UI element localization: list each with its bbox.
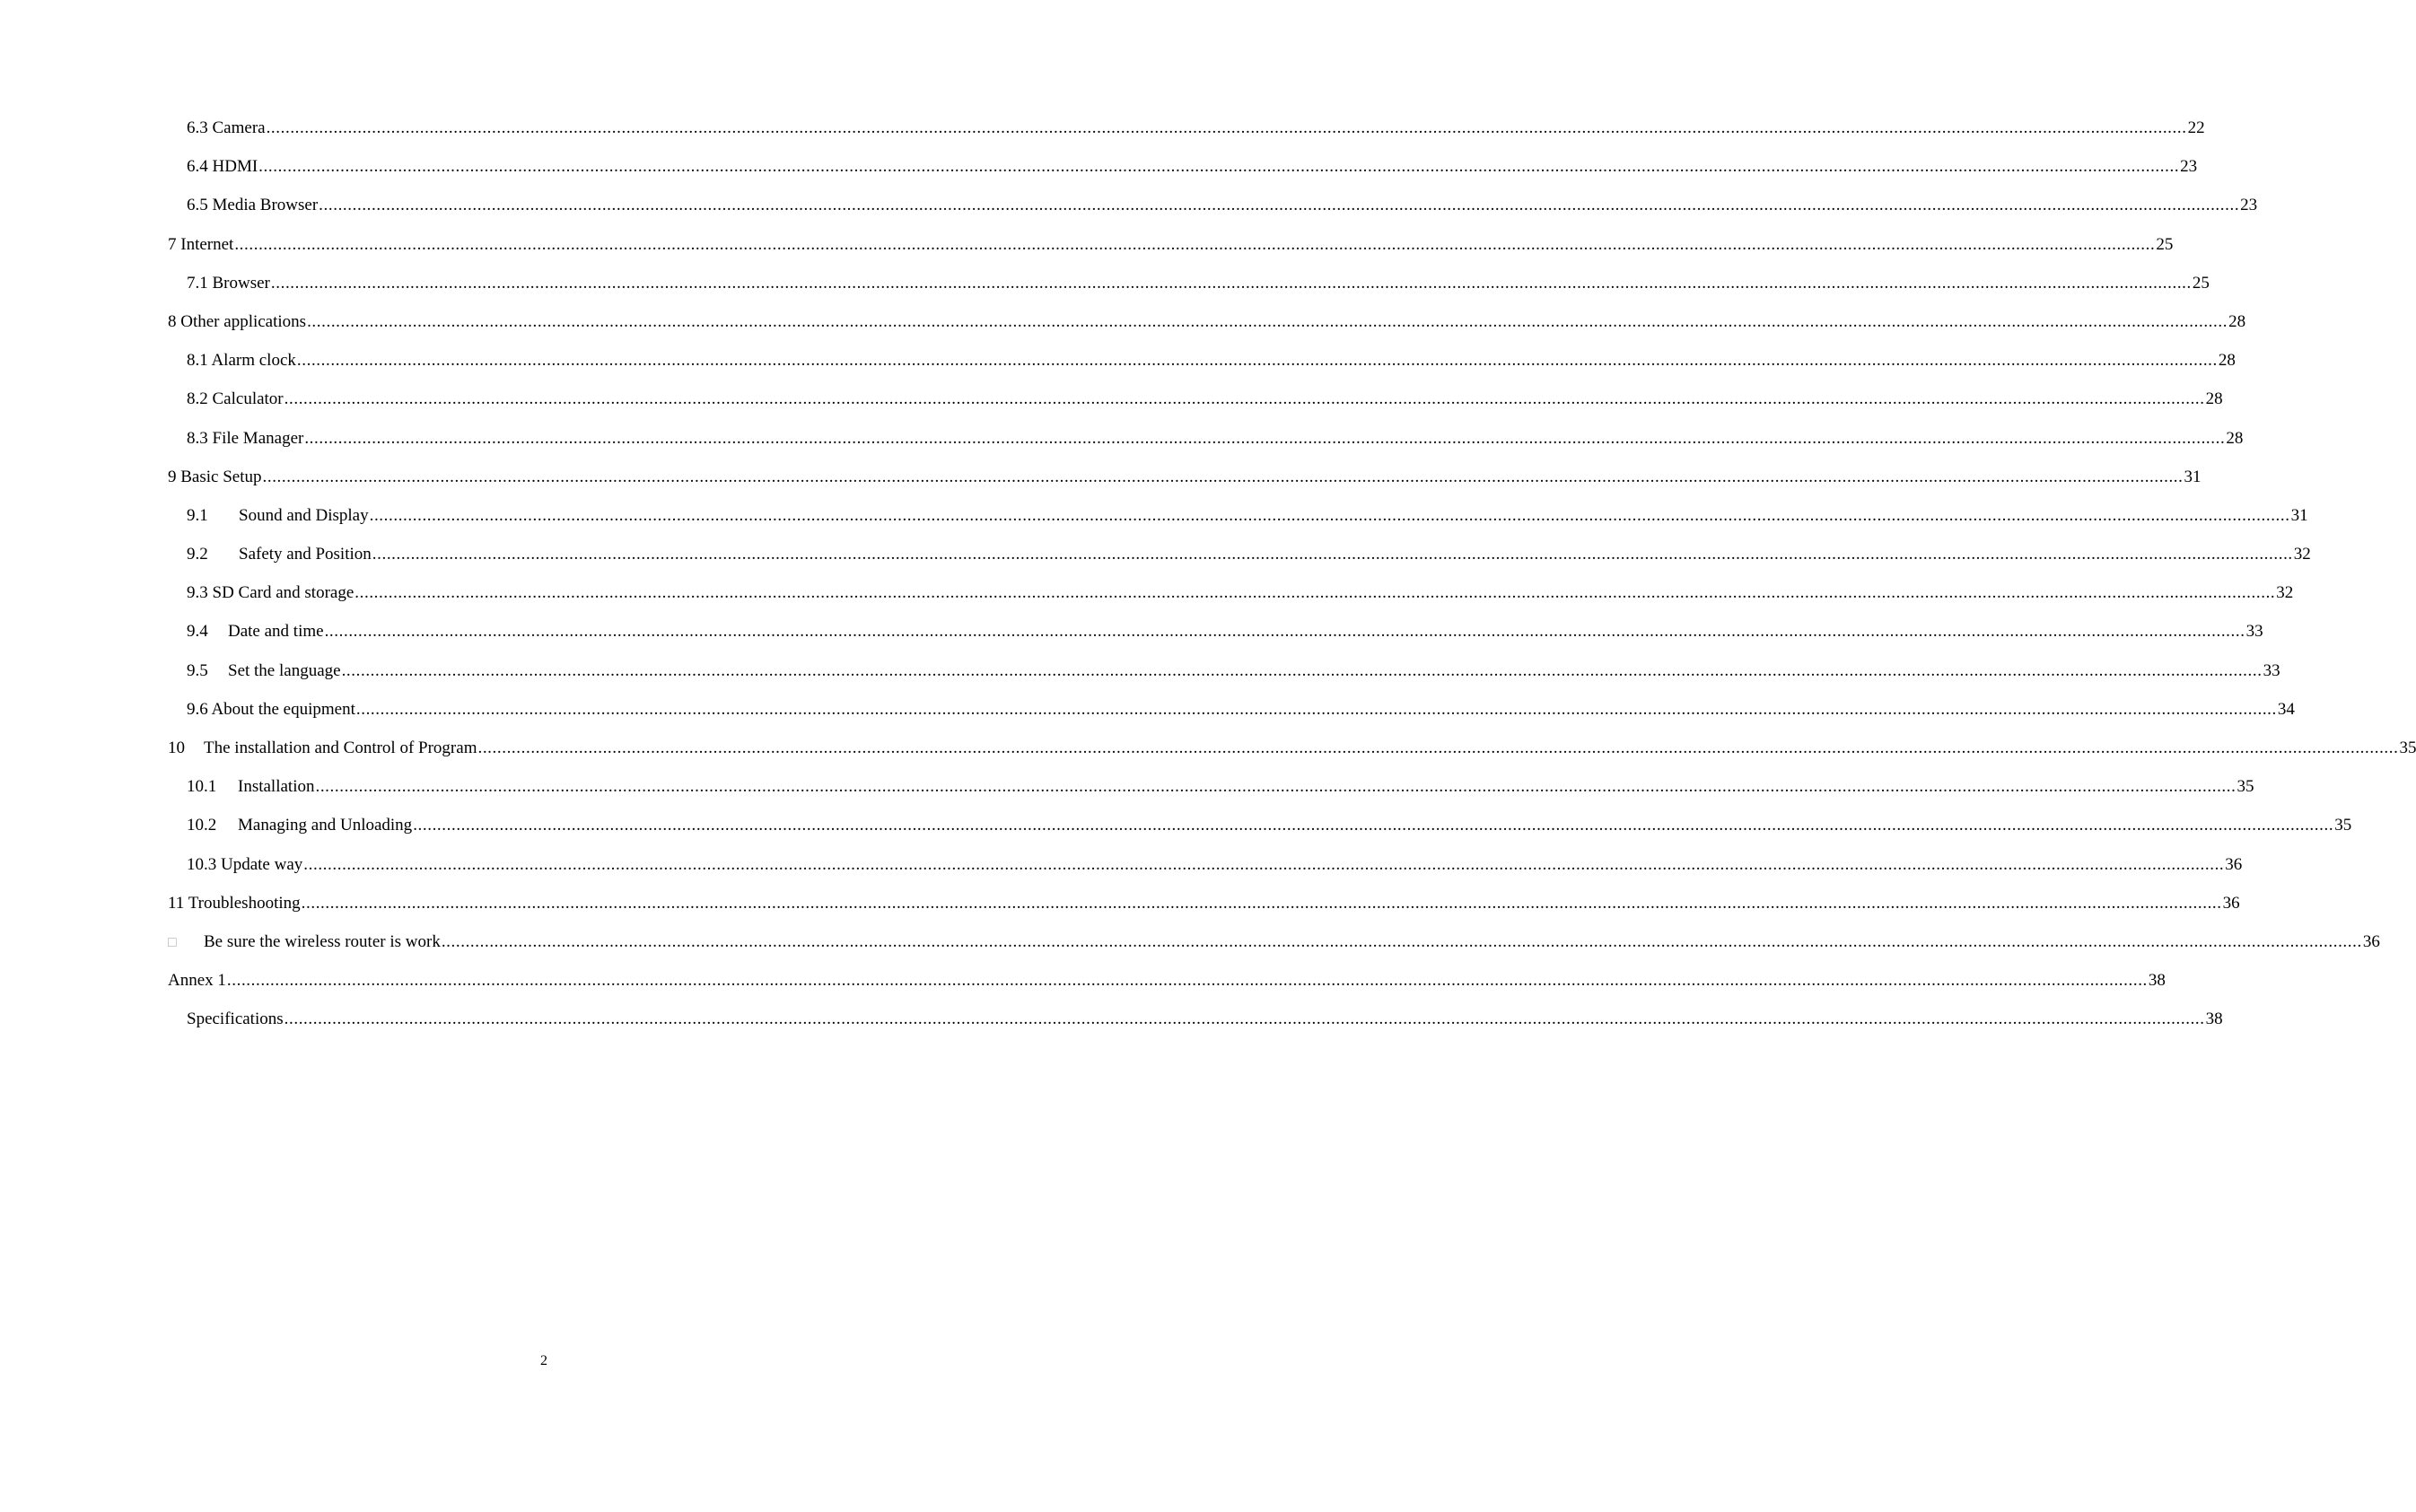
toc-entry-label: Date and time — [228, 622, 324, 642]
toc-dot-leader: ................................................................................................................................................................................................................................................................................................................................................................................................................ — [301, 893, 2222, 913]
toc-entry-line — [187, 583, 2294, 603]
toc-dot-leader: ................................................................................................................................................................................................................................................................................................................................................................................................................ — [441, 931, 2362, 951]
toc-entry-line — [187, 351, 2236, 371]
toc-entry-line — [187, 273, 2210, 293]
toc-entry-page: 23 — [2240, 196, 2258, 215]
toc-entry-page: 38 — [2148, 971, 2166, 991]
toc-entry-page: 28 — [2226, 428, 2244, 448]
toc-entry[interactable] — [0, 467, 2202, 506]
toc-entry[interactable] — [0, 583, 2294, 622]
toc-entry-line — [187, 1009, 2223, 1029]
toc-entry-page: 25 — [2156, 234, 2174, 254]
toc-entry-label: Specifications — [187, 1009, 284, 1029]
toc-entry-label: 8.1 Alarm clock — [187, 351, 296, 371]
toc-entry-label: 9.6 About the equipment — [187, 699, 355, 719]
toc-entry[interactable] — [0, 1009, 2223, 1048]
toc-entry[interactable] — [0, 234, 2174, 274]
toc-entry[interactable] — [0, 428, 2244, 468]
toc-entry[interactable] — [0, 893, 2240, 932]
toc-entry-label: 11 Troubleshooting — [168, 893, 301, 913]
toc-entry-label: 9 Basic Setup — [168, 467, 262, 486]
toc-entry-page: 32 — [2276, 583, 2294, 603]
toc-entry-line — [187, 505, 2308, 526]
toc-entry-page: 22 — [2187, 118, 2205, 137]
toc-dot-leader: ................................................................................................................................................................................................................................................................................................................................................................................................................ — [258, 157, 2180, 177]
toc-entry[interactable] — [0, 157, 2198, 196]
toc-entry[interactable] — [0, 660, 2280, 700]
toc-entry-page: 28 — [2205, 389, 2223, 409]
toc-entry-page: 38 — [2205, 1009, 2223, 1029]
toc-entry-number: 9.5 — [187, 660, 208, 680]
toc-entry[interactable] — [0, 971, 2166, 1009]
toc-entry-label: 6.5 Media Browser — [187, 196, 319, 215]
toc-dot-leader: ................................................................................................................................................................................................................................................................................................................................................................................................................ — [369, 505, 2290, 525]
toc-entry-line — [168, 234, 2174, 255]
toc-entry-label: 8.3 File Manager — [187, 428, 304, 448]
toc-entry-page: 32 — [2293, 545, 2311, 564]
toc-entry-page: 34 — [2277, 699, 2295, 719]
toc-entry[interactable] — [0, 311, 2246, 351]
toc-entry-label: 6.3 Camera — [187, 118, 266, 137]
toc-entry-page: 33 — [2245, 622, 2263, 642]
toc-entry-label: 9.3 SD Card and storage — [187, 583, 355, 603]
toc-dot-leader: ................................................................................................................................................................................................................................................................................................................................................................................................................ — [315, 777, 2237, 797]
toc-dot-leader: ................................................................................................................................................................................................................................................................................................................................................................................................................ — [319, 196, 2240, 215]
toc-entry-page: 23 — [2180, 157, 2198, 177]
toc-dot-leader: ................................................................................................................................................................................................................................................................................................................................................................................................................ — [304, 428, 2226, 448]
toc-entry[interactable] — [0, 816, 2352, 854]
toc-entry-line — [168, 893, 2240, 913]
toc-entry-line — [187, 196, 2258, 215]
toc-dot-leader: ................................................................................................................................................................................................................................................................................................................................................................................................................ — [413, 816, 2334, 835]
toc-entry[interactable] — [0, 699, 2295, 739]
toc-entry-line — [187, 660, 2280, 681]
toc-entry-label: 6.4 HDMI — [187, 157, 258, 177]
toc-entry-line — [168, 971, 2166, 991]
toc-entry-line — [187, 428, 2244, 449]
toc-dot-leader: ................................................................................................................................................................................................................................................................................................................................................................................................................ — [284, 389, 2205, 409]
toc-entry-label: 10.3 Update way — [187, 854, 303, 874]
toc-entry-label: 8.2 Calculator — [187, 389, 284, 409]
toc-dot-leader: ................................................................................................................................................................................................................................................................................................................................................................................................................ — [341, 660, 2263, 680]
toc-entry-number: 9.1 — [187, 505, 208, 525]
toc-entry[interactable] — [0, 931, 2380, 971]
toc-entry-line — [168, 931, 2380, 953]
toc-entry[interactable] — [0, 196, 2258, 234]
toc-entry[interactable] — [0, 545, 2311, 583]
toc-entry[interactable] — [0, 273, 2210, 312]
toc-entry-label: Safety and Position — [239, 545, 372, 564]
toc-entry-page: 31 — [2184, 467, 2202, 486]
toc-entry-line — [187, 157, 2198, 177]
toc-entry[interactable] — [0, 505, 2308, 545]
toc-entry-page: 28 — [2218, 351, 2236, 371]
toc-entry-page: 35 — [2334, 816, 2352, 835]
toc-entry-label: Annex 1 — [168, 971, 226, 991]
toc-entry-line — [187, 699, 2295, 720]
toc-entry-page: 36 — [2362, 931, 2380, 951]
toc-entry[interactable] — [0, 739, 2416, 777]
toc-entry-number: 9.4 — [187, 622, 208, 642]
toc-dot-leader: ................................................................................................................................................................................................................................................................................................................................................................................................................ — [324, 622, 2245, 642]
toc-entry[interactable] — [0, 854, 2243, 894]
toc-dot-leader: ................................................................................................................................................................................................................................................................................................................................................................................................................ — [296, 351, 2218, 371]
toc-entry-line — [187, 816, 2352, 835]
toc-dot-leader: ................................................................................................................................................................................................................................................................................................................................................................................................................ — [284, 1009, 2205, 1029]
table-of-contents — [0, 118, 2416, 1049]
toc-entry-number: 10.1 — [187, 777, 217, 797]
toc-dot-leader: ................................................................................................................................................................................................................................................................................................................................................................................................................ — [303, 854, 2225, 874]
toc-entry-page: 35 — [2237, 777, 2254, 797]
toc-entry-page: 25 — [2192, 273, 2210, 293]
toc-entry[interactable] — [0, 118, 2205, 157]
toc-dot-leader: ................................................................................................................................................................................................................................................................................................................................................................................................................ — [226, 971, 2148, 991]
toc-entry-line — [187, 622, 2263, 642]
toc-entry-label: Be sure the wireless router is work — [204, 931, 441, 951]
toc-entry-line — [187, 777, 2254, 797]
toc-entry-page: 31 — [2290, 505, 2308, 525]
toc-entry-page: 35 — [2399, 739, 2416, 757]
toc-entry-label: 7 Internet — [168, 234, 234, 254]
toc-dot-leader: ................................................................................................................................................................................................................................................................................................................................................................................................................ — [307, 311, 2228, 331]
toc-entry-line — [168, 311, 2246, 332]
toc-entry-label: Sound and Display — [239, 505, 369, 525]
toc-dot-leader: ................................................................................................................................................................................................................................................................................................................................................................................................................ — [234, 234, 2156, 254]
toc-entry-label: Installation — [238, 777, 315, 797]
toc-entry[interactable] — [0, 351, 2236, 389]
toc-entry-page: 28 — [2228, 311, 2246, 331]
toc-entry-label: Set the language — [228, 660, 341, 680]
toc-entry-line — [187, 389, 2223, 409]
toc-entry-label: Managing and Unloading — [238, 816, 413, 835]
toc-dot-leader: ................................................................................................................................................................................................................................................................................................................................................................................................................ — [477, 739, 2399, 757]
toc-entry-page: 36 — [2222, 893, 2240, 913]
toc-entry[interactable] — [0, 622, 2263, 660]
toc-entry-line — [168, 739, 2416, 758]
toc-entry-label: The installation and Control of Program — [204, 739, 477, 757]
toc-entry-number: 10 — [168, 739, 185, 757]
toc-dot-leader: ................................................................................................................................................................................................................................................................................................................................................................................................................ — [372, 545, 2293, 564]
toc-entry-label: 7.1 Browser — [187, 273, 270, 293]
toc-dot-leader: ................................................................................................................................................................................................................................................................................................................................................................................................................ — [270, 273, 2192, 293]
page-number: 2 — [540, 1353, 547, 1368]
bullet-box-icon: □ — [168, 934, 177, 950]
toc-dot-leader: ................................................................................................................................................................................................................................................................................................................................................................................................................ — [355, 699, 2277, 719]
toc-entry-line — [187, 545, 2311, 564]
toc-entry-line — [187, 118, 2205, 138]
toc-entry-number: 9.2 — [187, 545, 208, 564]
toc-entry-page: 33 — [2263, 660, 2280, 680]
toc-entry-page: 36 — [2225, 854, 2243, 874]
toc-dot-leader: ................................................................................................................................................................................................................................................................................................................................................................................................................ — [266, 118, 2187, 137]
toc-entry[interactable] — [0, 777, 2254, 816]
toc-entry[interactable] — [0, 389, 2223, 428]
toc-dot-leader: ................................................................................................................................................................................................................................................................................................................................................................................................................ — [355, 583, 2276, 603]
toc-entry-line — [187, 854, 2243, 875]
toc-entry-number: 10.2 — [187, 816, 217, 835]
toc-entry-label: 8 Other applications — [168, 311, 307, 331]
toc-entry-line — [168, 467, 2202, 487]
toc-dot-leader: ................................................................................................................................................................................................................................................................................................................................................................................................................ — [262, 467, 2184, 486]
